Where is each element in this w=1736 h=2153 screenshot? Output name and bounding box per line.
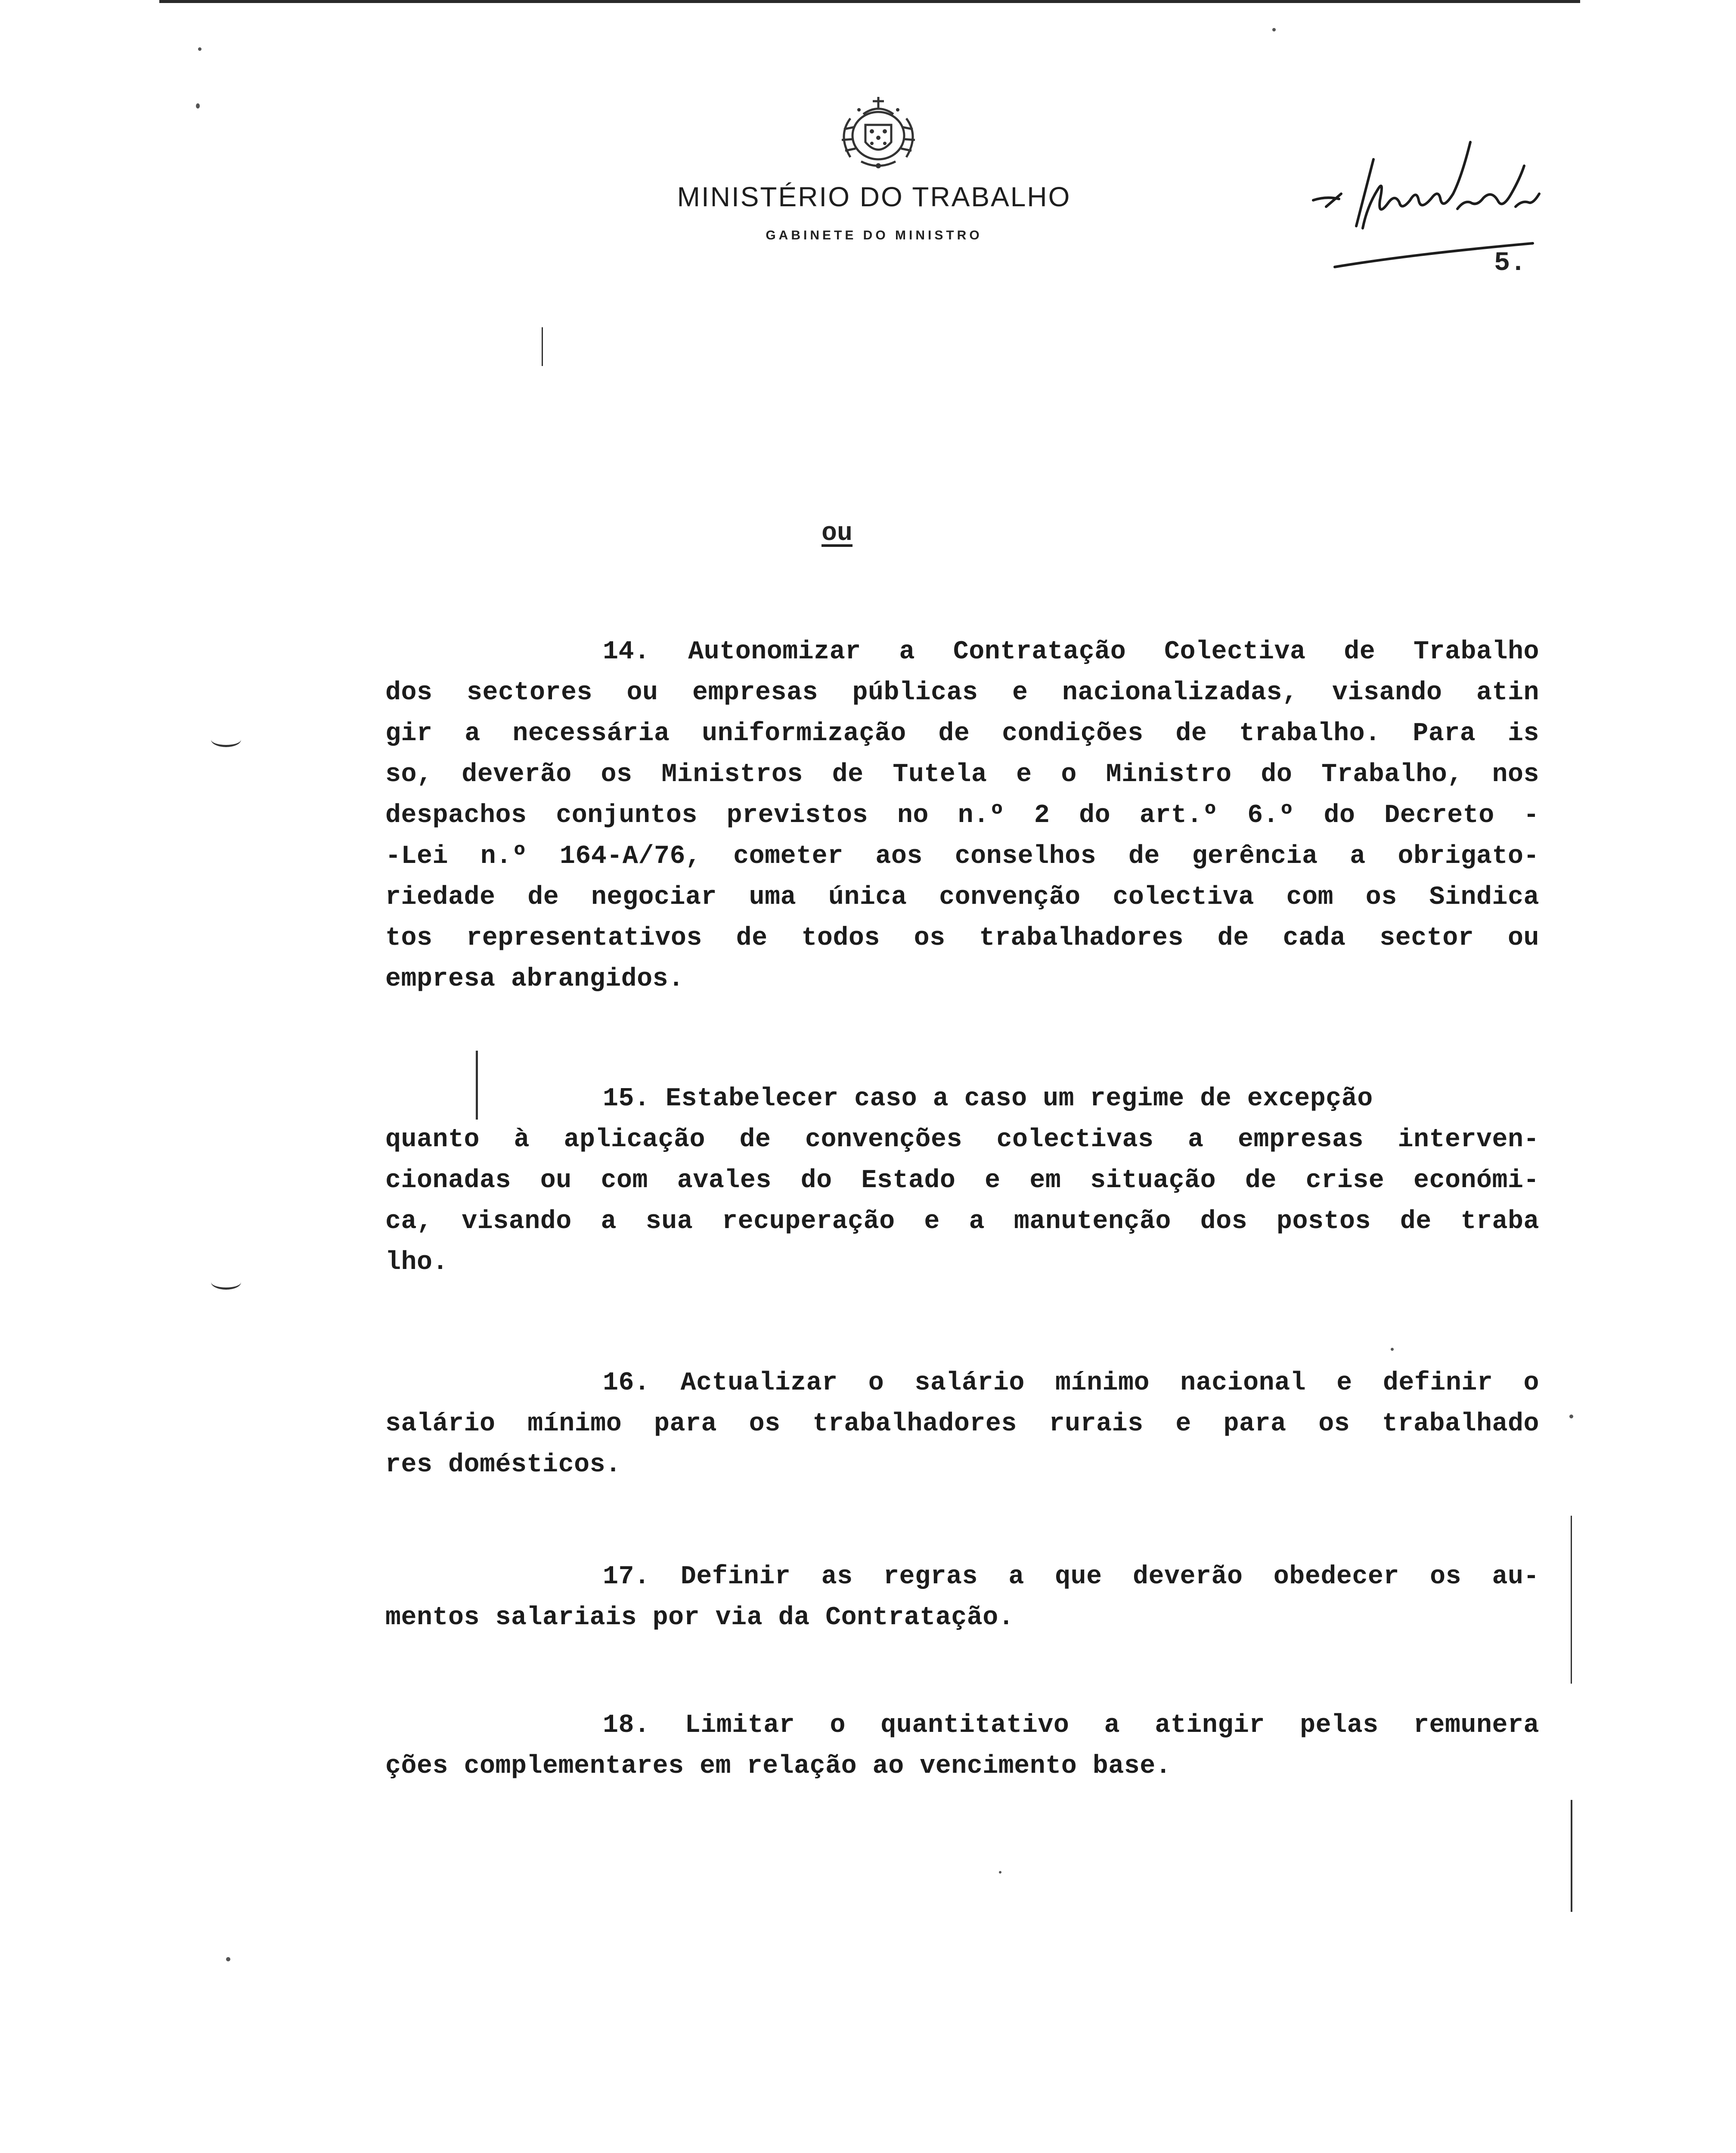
margin-mark: [211, 1275, 241, 1290]
scan-artifact: [1571, 1800, 1572, 1912]
paragraph-line: tos representativos de todos os trabalhadores de cada sector ou: [385, 924, 1539, 953]
paragraph-line: 18. Limitar o quantitativo a atingir pelas remunera: [603, 1711, 1539, 1740]
coat-of-arms-icon: [825, 88, 932, 174]
margin-mark: [211, 732, 241, 747]
scan-speck: [196, 103, 200, 109]
paragraph-line: so, deverão os Ministros de Tutela e o Ministro do Trabalho, nos: [385, 760, 1539, 789]
paragraph-line: salário mínimo para os trabalhadores rurais e para os trabalhado: [385, 1409, 1539, 1439]
cabinet-subheading: GABINETE DO MINISTRO: [766, 228, 983, 242]
paragraph-15: [385, 1079, 1539, 1283]
paragraph-line: 14. Autonomizar a Contratação Colectiva de Trabalho: [603, 637, 1539, 667]
paragraph-line: 15. Estabelecer caso a caso um regime de excepção: [603, 1084, 1373, 1114]
paragraph-17: [385, 1557, 1539, 1638]
scan-speck: [999, 1871, 1001, 1874]
page-number: 5.: [1494, 248, 1526, 278]
paragraph-line: dos sectores ou empresas públicas e nacionalizadas, visando atin: [385, 678, 1539, 707]
margin-rule: [476, 1051, 478, 1120]
paragraph-line: lho.: [385, 1248, 449, 1277]
paragraph-18: [385, 1705, 1539, 1787]
paragraph-line: -Lei n.º 164-A/76, cometer aos conselhos de gerência a obrigato-: [385, 842, 1539, 871]
paragraph-14: [385, 632, 1539, 1000]
paragraph-line: despachos conjuntos previstos no n.º 2 do art.º 6.º do Decreto -: [385, 801, 1539, 830]
paragraph-line: 16. Actualizar o salário mínimo nacional e definir o: [603, 1368, 1539, 1398]
paragraph-line: mentos salariais por via da Contratação.: [385, 1603, 1014, 1632]
separator-word: ou: [822, 519, 853, 548]
scan-speck: [1569, 1415, 1573, 1418]
scan-speck: [198, 47, 202, 51]
top-edge-rule: [159, 0, 1580, 3]
scan-artifact: [1571, 1516, 1572, 1684]
paragraph-line: ca, visando a sua recuperação e a manutenção dos postos de traba: [385, 1207, 1539, 1236]
paragraph-line: res domésticos.: [385, 1450, 621, 1480]
paragraph-line: riedade de negociar uma única convenção colectiva com os Sindica: [385, 883, 1539, 912]
scan-speck: [226, 1957, 230, 1961]
paragraph-line: ções complementares em relação ao vencimento base.: [385, 1752, 1172, 1781]
scan-speck: [1391, 1348, 1394, 1351]
ministry-heading: MINISTÉRIO DO TRABALHO: [677, 181, 1071, 212]
paragraph-line: cionadas ou com avales do Estado e em situação de crise económi-: [385, 1166, 1539, 1195]
paragraph-line: 17. Definir as regras a que deverão obedecer os au-: [603, 1562, 1539, 1591]
scan-speck: [1272, 28, 1276, 31]
paragraph-16: [385, 1363, 1539, 1486]
paragraph-line: empresa abrangidos.: [385, 965, 684, 994]
paragraph-line: gir a necessária uniformização de condições de trabalho. Para is: [385, 719, 1539, 748]
paragraph-line: quanto à aplicação de convenções colectivas a empresas interven-: [385, 1125, 1539, 1154]
scan-artifact: [542, 327, 543, 366]
